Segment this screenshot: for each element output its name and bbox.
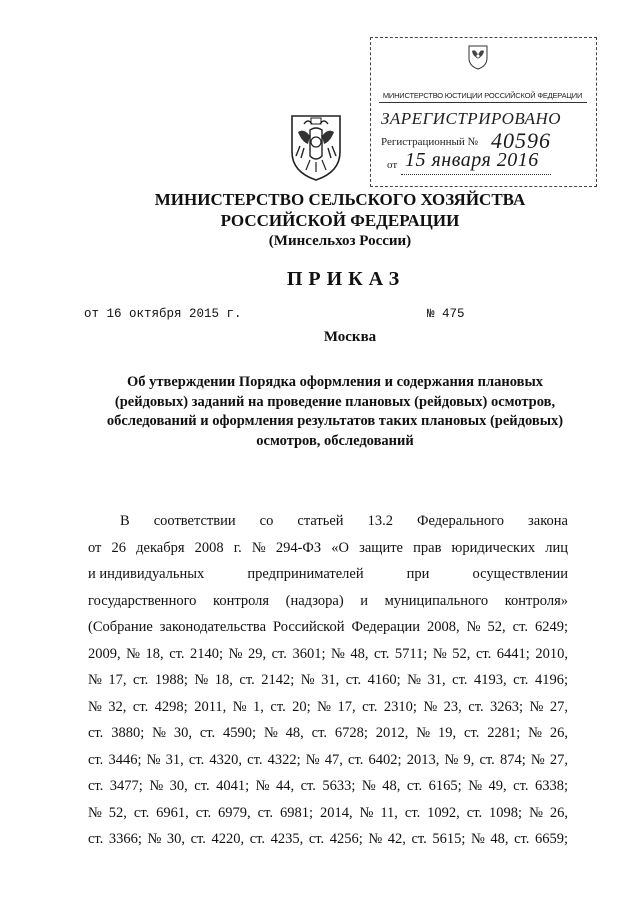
ministry-short-name: (Минсельхоз России)	[268, 233, 412, 249]
stamp-date-underline	[401, 174, 551, 175]
stamp-registered-label: ЗАРЕГИСТРИРОВАНО	[381, 109, 562, 128]
order-body-text	[88, 508, 568, 853]
body-word: 13.2	[367, 513, 393, 529]
body-word: В	[120, 513, 130, 529]
body-line-text: ст. 3477; № 30, ст. 4041; № 44, ст. 5633; № 48, ст. 6165; № 49, ст. 6338;	[88, 778, 568, 794]
stamp-regnum-handwritten: 40596	[491, 128, 551, 153]
title-line: обследований и оформления результатов таких плановых (рейдовых)	[106, 413, 564, 429]
body-line-text: ст. 3446; № 31, ст. 4320, ст. 4322; № 47, ст. 6402; 2013, № 9, ст. 874; № 27,	[88, 751, 568, 768]
body-line	[88, 561, 568, 588]
body-line	[88, 614, 568, 641]
body-word: закона	[528, 513, 568, 529]
body-line	[88, 508, 568, 535]
body-word: осуществлении	[472, 566, 568, 582]
body-line-text: ст. 3880; № 30, ст. 4590; № 48, ст. 6728; 2012, № 19, ст. 2281; № 26,	[88, 725, 568, 741]
body-line-text: (Собрание законодательства Российской Федерации 2008, № 52, ст. 6249;	[88, 619, 568, 635]
stamp-date-label: от	[387, 159, 398, 171]
body-line	[88, 720, 568, 747]
body-word: соответствии	[153, 513, 236, 529]
body-line-text: от 26 декабря 2008 г. № 294-ФЗ «О защите прав юридических лиц	[88, 539, 568, 556]
stamp-divider	[379, 102, 587, 103]
body-line-text: № 17, ст. 1988; № 18, ст. 2142; № 31, ст. 4160; № 31, ст. 4193, ст. 4196;	[88, 672, 568, 688]
body-word: статьей	[297, 513, 344, 529]
coat-of-arms-emblem	[284, 110, 348, 182]
ministry-name-line2: РОССИЙСКОЙ ФЕДЕРАЦИИ	[220, 211, 460, 230]
body-line-text: 2009, № 18, ст. 2140; № 29, ст. 3601; № 48, ст. 5711; № 52, ст. 6441; 2010,	[88, 645, 568, 662]
document-type-heading: ПРИКАЗ	[286, 268, 406, 290]
body-line	[88, 641, 568, 668]
body-line-text: № 32, ст. 4298; 2011, № 1, ст. 20; № 17, ст. 2310; № 23, ст. 3263; № 27,	[88, 698, 568, 715]
registration-stamp	[370, 37, 597, 187]
body-line	[88, 535, 568, 562]
body-line	[88, 826, 568, 853]
body-line	[88, 773, 568, 800]
body-word: и индивидуальных	[88, 566, 205, 582]
stamp-date-handwritten: 15 января 2016	[405, 149, 539, 171]
stamp-ministry-name: МИНИСТЕРСТВО ЮСТИЦИИ РОССИЙСКОЙ ФЕДЕРАЦИИ	[382, 91, 583, 100]
stamp-regnum-label: Регистрационный №	[381, 136, 479, 148]
order-city: Москва	[323, 329, 377, 345]
body-word: Федерального	[416, 513, 505, 529]
body-line	[88, 667, 568, 694]
stamp-emblem-icon	[465, 42, 491, 70]
ministry-name-line1: МИНИСТЕРСТВО СЕЛЬСКОГО ХОЗЯЙСТВА	[154, 190, 526, 209]
body-line	[88, 800, 568, 827]
title-line: (рейдовых) заданий на проведение плановых (рейдовых) осмотров,	[114, 393, 556, 410]
title-line: осмотров, обследований	[256, 432, 414, 449]
order-date: от 16 октября 2015 г.	[84, 307, 242, 321]
body-line	[88, 588, 568, 615]
body-line-text: ст. 3366; № 30, ст. 4220, ст. 4235, ст. 4256; № 42, ст. 5615; № 48, ст. 6659;	[88, 831, 568, 847]
body-line-text: государственного контроля (надзора) и муниципального контроля»	[88, 592, 568, 609]
title-line: Об утверждении Порядка оформления и содержания плановых	[126, 374, 544, 390]
body-line-text: № 52, ст. 6961, ст. 6979, ст. 6981; 2014, № 11, ст. 1092, ст. 1098; № 26,	[88, 804, 568, 821]
body-line	[88, 747, 568, 774]
body-word: при	[406, 566, 430, 582]
body-line	[88, 694, 568, 721]
order-number: № 475	[427, 307, 465, 321]
body-word: со	[259, 513, 274, 529]
body-word: предпринимателей	[247, 566, 364, 582]
order-title	[80, 373, 590, 451]
